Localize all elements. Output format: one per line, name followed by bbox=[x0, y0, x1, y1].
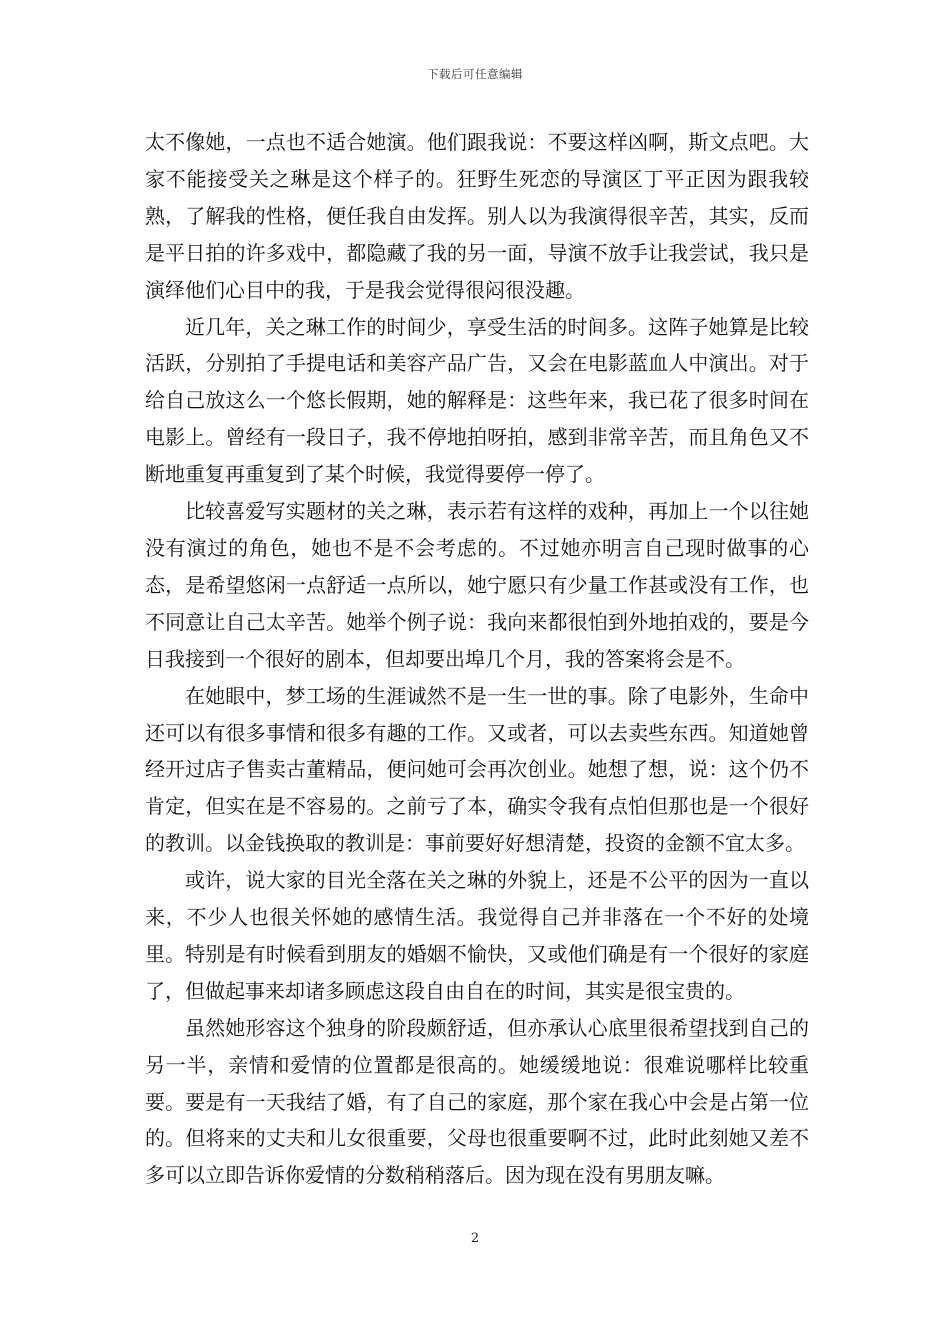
paragraph-3: 比较喜爱写实题材的关之琳，表示若有这样的戏种，再加上一个以往她没有演过的角色，她也不是不会考虑的。不过她亦明言自己现时做事的心态，是希望悠闲一点舒适一点所以，她宁愿只有少量工作甚或没有工作，也不同意让自己太辛苦。她举个例子说：我向来都很怕到外地拍戏的，要是今日我接到一个很好的剧本，但却要出埠几个月，我的答案将会是不。 bbox=[145, 499, 809, 671]
paragraph-4: 在她眼中，梦工场的生涯诚然不是一生一世的事。除了电影外，生命中还可以有很多事情和很多有趣的工作。又或者，可以去卖些东西。知道她曾经开过店子售卖古董精品，便问她可会再次创业。她想了想，说：这个仍不肯定，但实在是不容易的。之前亏了本，确实令我有点怕但那也是一个很好的教训。以金钱换取的教训是：事前要好好想清楚，投资的金额不宜太多。 bbox=[145, 683, 809, 856]
article-body bbox=[145, 124, 809, 1194]
paragraph-6: 虽然她形容这个独身的阶段颇舒适，但亦承认心底里很希望找到自己的另一半，亲情和爱情的位置都是很高的。她缓缓地说：很难说哪样比较重要。要是有一天我结了婚，有了自己的家庭，那个家在我心中会是占第一位的。但将来的丈夫和儿女很重要，父母也很重要啊不过，此时此刻她又差不多可以立即告诉你爱情的分数稍稍落后。因为现在没有男朋友嘛。 bbox=[145, 1015, 809, 1188]
paragraph-2: 近几年，关之琳工作的时间少，享受生活的时间多。这阵子她算是比较活跃，分别拍了手提电话和美容产品广告，又会在电影蓝血人中演出。对于给自己放这么一个悠长假期，她的解释是：这些年来，我已花了很多时间在电影上。曾经有一段日子，我不停地拍呀拍，感到非常辛苦，而且角色又不断地重复再重复到了某个时候，我觉得要停一停了。 bbox=[145, 314, 809, 487]
page-number: 2 bbox=[470, 1231, 480, 1246]
page-header: 下载后可任意编辑 bbox=[427, 67, 523, 81]
paragraph-1: 太不像她，一点也不适合她演。他们跟我说：不要这样凶啊，斯文点吧。大家不能接受关之琳是这个样子的。狂野生死恋的导演区丁平正因为跟我较熟，了解我的性格，便任我自由发挥。别人以为我演得很辛苦，其实，反而是平日拍的许多戏中，都隐藏了我的另一面，导演不放手让我尝试，我只是演绎他们心目中的我，于是我会觉得很闷很没趣。 bbox=[145, 130, 809, 302]
paragraph-5: 或许，说大家的目光全落在关之琳的外貌上，还是不公平的因为一直以来，不少人也很关怀她的感情生活。我觉得自己并非落在一个不好的处境里。特别是有时候看到朋友的婚姻不愉快，又或他们确是有一个很好的家庭了，但做起事来却诸多顾虑这段自由自在的时间，其实是很宝贵的。 bbox=[145, 868, 809, 1003]
